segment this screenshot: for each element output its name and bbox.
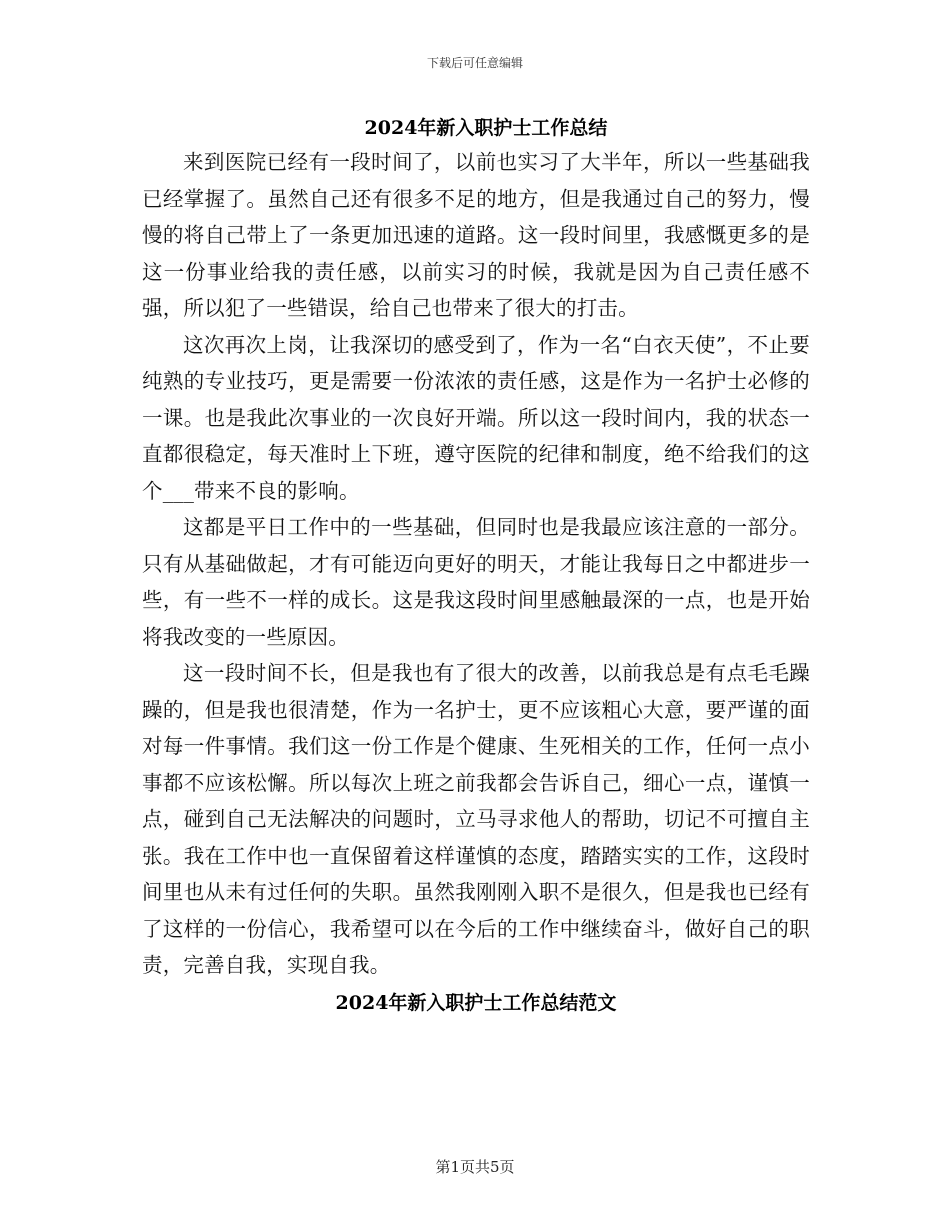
paragraph-4: 这一段时间不长，但是我也有了很大的改善，以前我总是有点毛毛躁躁的，但是我也很清楚，作为一名护士，更不应该粗心大意，要严谨的面对每一件事情。我们这一份工作是个健康、生死相关的工作，任何一点小事都不应该松懈。所以每次上班之前我都会告诉自己，细心一点，谨慎一点，碰到自己无法解决的问题时，立马寻求他人的帮助，切记不可擅自主张。我在工作中也一直保留着这样谨慎的态度，踏踏实实的工作，这段时间里也从未有过任何的失职。虽然我刚刚入职不是很久，但是我也已经有了这样的一份信心，我希望可以在今后的工作中继续奋斗，做好自己的职责，完善自我，实现自我。 <box>142 661 810 977</box>
paragraph-3: 这都是平日工作中的一些基础，但同时也是我最应该注意的一部分。只有从基础做起，才有可能迈向更好的明天，才能让我每日之中都进步一些，有一些不一样的成长。这是我这段时间里感触最深的一点，也是开始将我改变的一些原因。 <box>142 515 810 649</box>
header-note: 下载后可任意编辑 <box>426 56 523 70</box>
document-body <box>142 112 810 1019</box>
paragraph-2: 这次再次上岗，让我深切的感受到了，作为一名“白衣天使”，不止要纯熟的专业技巧，更是需要一份浓浓的责任感，这是作为一名护士必修的一课。也是我此次事业的一次良好开端。所以这一段时间内，我的状态一直都很稳定，每天准时上下班，遵守医院的纪律和制度，绝不给我们的这个___带来不良的影响。 <box>142 332 810 503</box>
section-title: 2024年新入职护士工作总结范文 <box>335 991 617 1014</box>
page-number-footer: 第1页共5页 <box>435 1158 515 1176</box>
document-title: 2024年新入职护士工作总结 <box>364 117 608 139</box>
paragraph-1: 来到医院已经有一段时间了，以前也实习了大半年，所以一些基础我已经掌握了。虽然自己还有很多不足的地方，但是我通过自己的努力，慢慢的将自己带上了一条更加迅速的道路。这一段时间里，我感慨更多的是这一份事业给我的责任感，以前实习的时候，我就是因为自己责任感不强，所以犯了一些错误，给自己也带来了很大的打击。 <box>142 150 810 320</box>
